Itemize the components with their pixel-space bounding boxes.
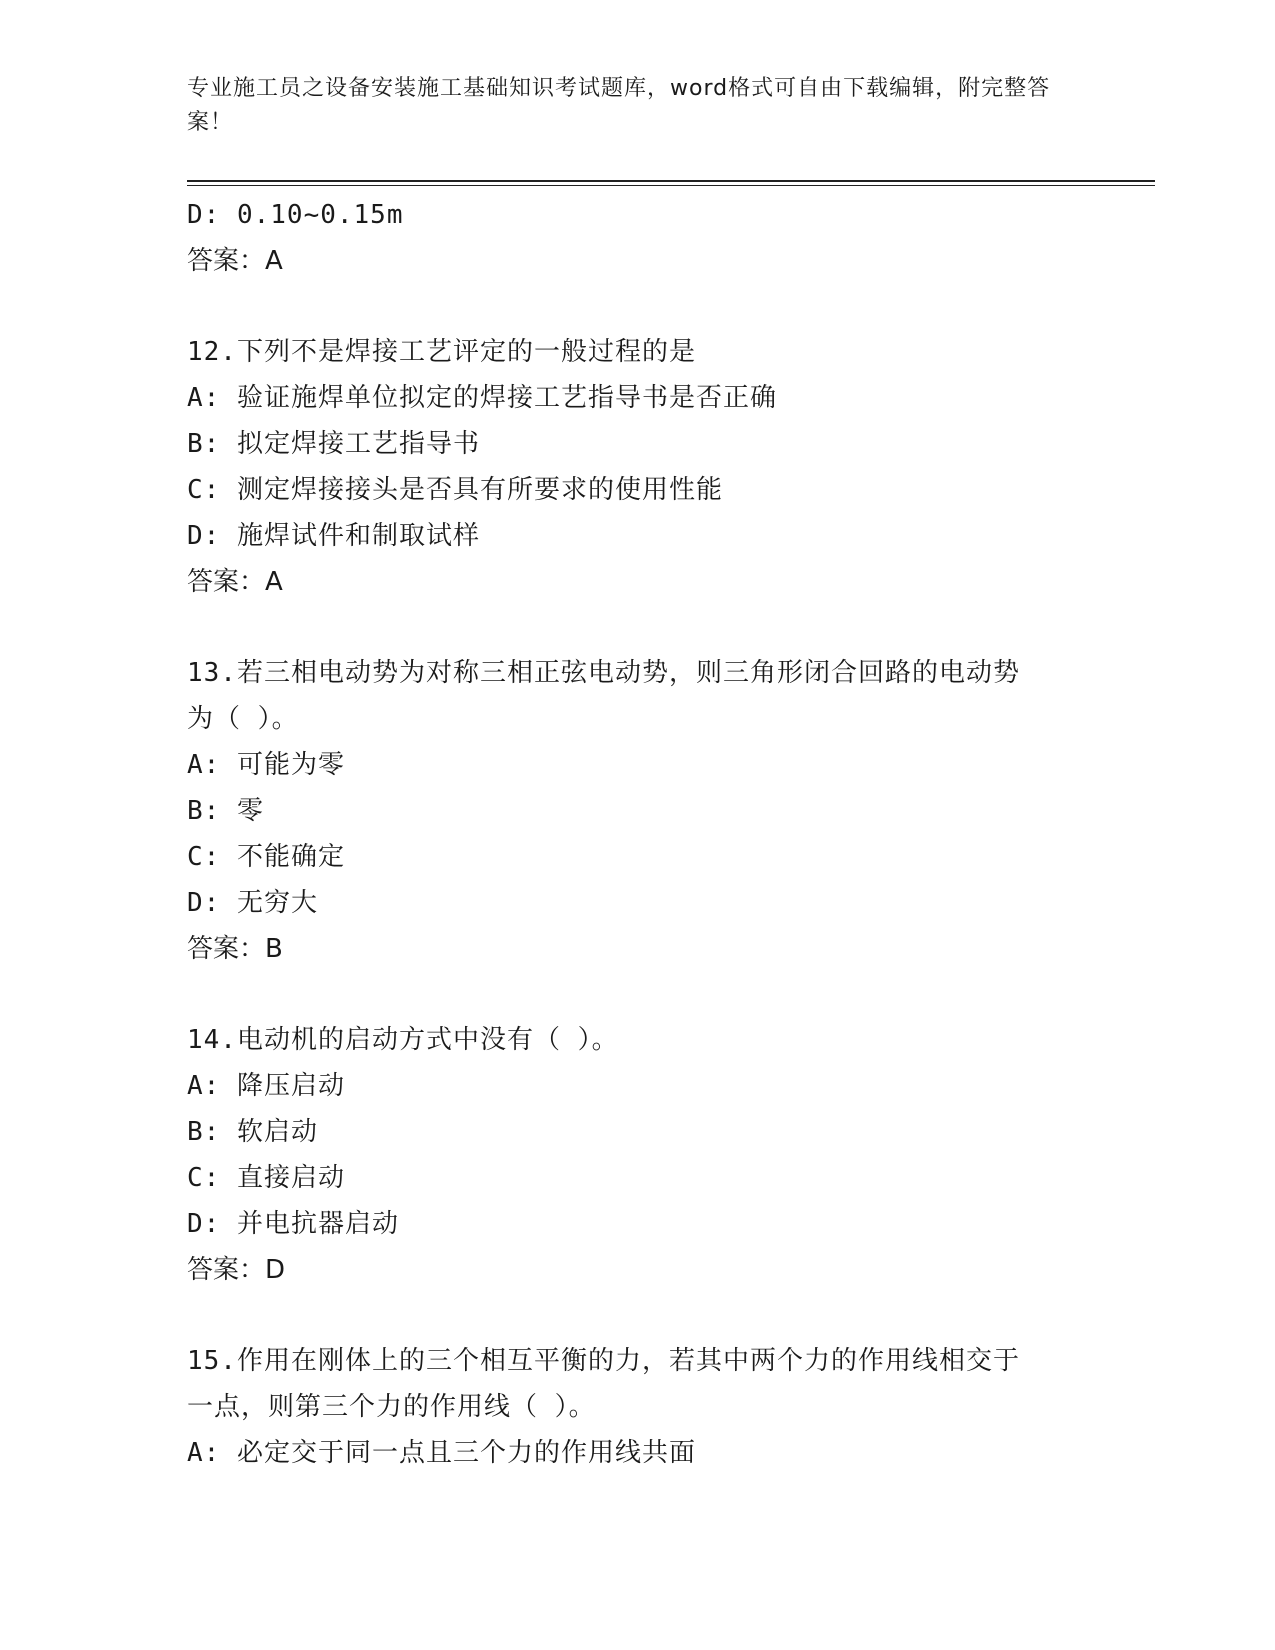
answer: 答案：D	[187, 1255, 286, 1285]
question-stem-line-1: 13.若三相电动势为对称三相正弦电动势，则三角形闭合回路的电动势	[187, 658, 1020, 688]
option-a: A: 验证施焊单位拟定的焊接工艺指导书是否正确	[187, 383, 777, 413]
question-14	[187, 1017, 1087, 1293]
header-divider-thin	[187, 185, 1155, 186]
spacer	[187, 972, 1087, 1017]
spacer	[187, 605, 1087, 650]
option-c: C: 不能确定	[187, 842, 345, 872]
option-d: D: 并电抗器启动	[187, 1209, 399, 1239]
question-stem-line-2: 为（ ）。	[187, 704, 299, 734]
question-stem-line-2: 一点，则第三个力的作用线（ ）。	[187, 1392, 596, 1422]
carryover-answer: 答案：A	[187, 246, 283, 276]
header-title: 专业施工员之设备安装施工基础知识考试题库，word格式可自由下载编辑，附完整答案！	[187, 76, 1051, 135]
answer: 答案：B	[187, 934, 283, 964]
question-stem-line-1: 15.作用在刚体上的三个相互平衡的力，若其中两个力的作用线相交于	[187, 1346, 1020, 1376]
question-12	[187, 329, 1087, 605]
question-stem: 12.下列不是焊接工艺评定的一般过程的是	[187, 337, 696, 367]
option-d: D: 施焊试件和制取试样	[187, 521, 480, 551]
document-header	[187, 72, 1087, 140]
option-c: C: 测定焊接接头是否具有所要求的使用性能	[187, 475, 723, 505]
question-15	[187, 1338, 1087, 1476]
option-a: A: 必定交于同一点且三个力的作用线共面	[187, 1438, 696, 1468]
question-list	[187, 192, 1087, 1476]
option-c: C: 直接启动	[187, 1163, 345, 1193]
question-13	[187, 650, 1087, 972]
carryover-option-d: D: 0.10~0.15m	[187, 200, 404, 230]
header-divider-thick	[187, 180, 1155, 182]
option-b: B: 软启动	[187, 1117, 318, 1147]
option-b: B: 拟定焊接工艺指导书	[187, 429, 480, 459]
answer: 答案：A	[187, 567, 283, 597]
option-d: D: 无穷大	[187, 888, 318, 918]
option-a: A: 降压启动	[187, 1071, 345, 1101]
spacer	[187, 284, 1087, 329]
option-a: A: 可能为零	[187, 750, 345, 780]
question-stem: 14.电动机的启动方式中没有（ ）。	[187, 1025, 619, 1055]
spacer	[187, 1293, 1087, 1338]
option-b: B: 零	[187, 796, 264, 826]
